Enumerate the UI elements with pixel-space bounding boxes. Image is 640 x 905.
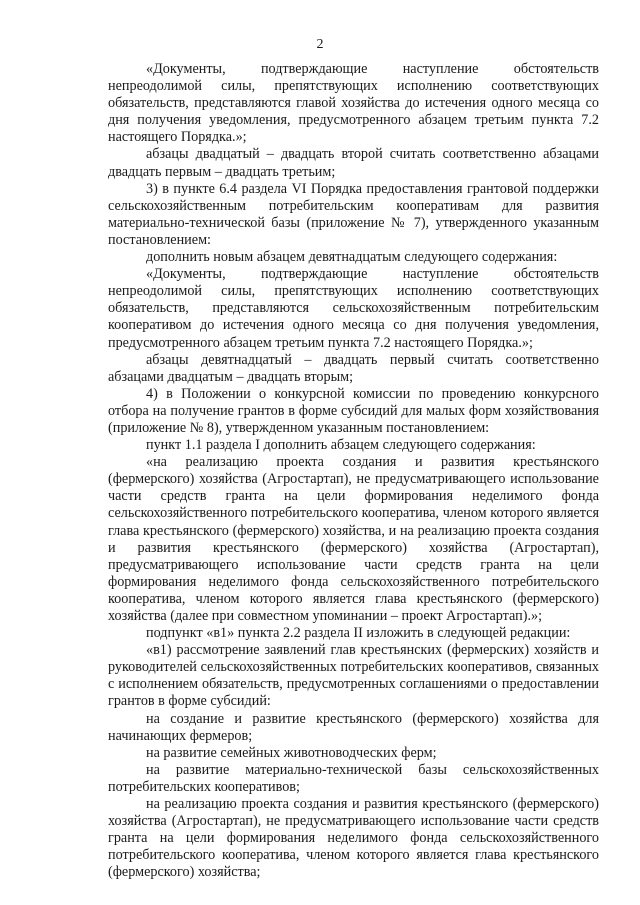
paragraph: на создание и развитие крестьянского (фермерского) хозяйства для начинающих фермеров;	[108, 710, 599, 744]
paragraph: на развитие материально-технической базы сельскохозяйственных потребительских кооперативов;	[108, 761, 599, 795]
document-body	[108, 61, 599, 882]
paragraph: «на реализацию проекта создания и развития крестьянского (фермерского) хозяйства (Агростартап), не предусматривающего использование части средств гранта на цели формирования неделимого фонда сельскохозяйственного потребительского кооператива, членом которого является глава крестьянского (фермерского) хозяйства, и на реализацию проекта создания и развития крестьянского (фермерского) хозяйства (Агростартап), предусматривающего использование части средств гранта на цели формирования неделимого фонда сельскохозяйственного потребительского кооператива, членом которого является глава крестьянского (фермерского) хозяйства (далее при совместном упоминании – проект Агростартап).»;	[108, 454, 599, 624]
paragraph: «Документы, подтверждающие наступление обстоятельств непреодолимой силы, препятствующих исполнению соответствующих обязательств, представляются главой хозяйства до истечения одного месяца со дня получения уведомления, предусмотренного абзацем третьим пункта 7.2 настоящего Порядка.»;	[108, 61, 599, 146]
paragraph: дополнить новым абзацем девятнадцатым следующего содержания:	[146, 249, 558, 266]
paragraph: на реализацию проекта создания и развития крестьянского (фермерского) хозяйства (Агростартап), не предусматривающего использование части средств гранта на цели формирования неделимого фонда сельскохозяйственного потребительского кооператива, членом которого является глава крестьянского (фермерского) хозяйства;	[108, 796, 599, 881]
paragraph: 3) в пункте 6.4 раздела VI Порядка предоставления грантовой поддержки сельскохозяйственным потребительским кооперативам для развития материально-технической базы (приложение № 7), утвержденного указанным постановлением:	[108, 180, 599, 248]
paragraph: на развитие семейных животноводческих ферм;	[146, 744, 437, 761]
page-number: 2	[316, 37, 324, 52]
paragraph: подпункт «в1» пункта 2.2 раздела II изложить в следующей редакции:	[146, 625, 571, 642]
paragraph: абзацы девятнадцатый – двадцать первый считать соответственно абзацами двадцатым – двадцать вторым;	[108, 351, 599, 385]
paragraph: «Документы, подтверждающие наступление обстоятельств непреодолимой силы, препятствующих исполнению соответствующих обязательств, представляются сельскохозяйственным потребительским кооперативом до истечения одного месяца со дня получения уведомления, предусмотренного абзацем третьим пункта 7.2 настоящего Порядка.»;	[108, 266, 599, 351]
paragraph: «в1) рассмотрение заявлений глав крестьянских (фермерских) хозяйств и руководителей сельскохозяйственных потребительских кооперативов, связанных с исполнением обязательств, предусмотренных соглашениями о предоставлении грантов в форме субсидий:	[108, 642, 599, 710]
paragraph: 4) в Положении о конкурсной комиссии по проведению конкурсного отбора на получение грантов в форме субсидий для малых форм хозяйствования (приложение № 8), утвержденном указанным постановлением:	[108, 385, 599, 436]
paragraph: пункт 1.1 раздела I дополнить абзацем следующего содержания:	[146, 437, 536, 454]
paragraph: абзацы двадцатый – двадцать второй считать соответственно абзацами двадцать первым – двадцать третьим;	[108, 146, 599, 180]
